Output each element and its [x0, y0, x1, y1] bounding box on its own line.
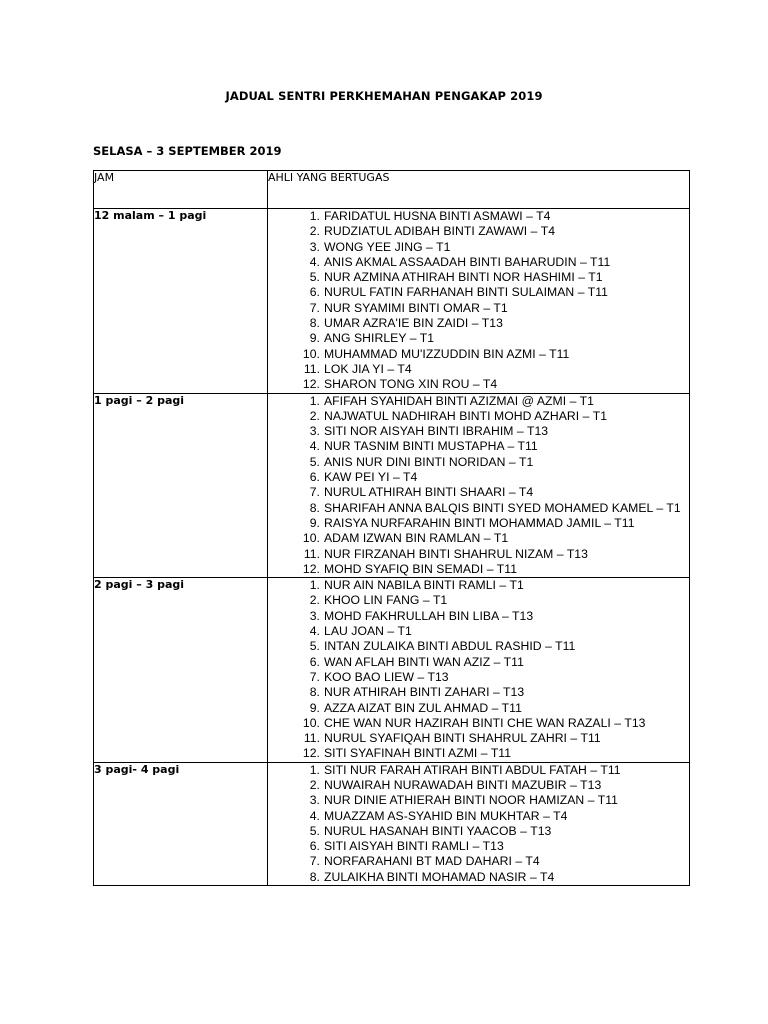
list-number: 8.	[309, 316, 320, 331]
member-name: NUR TASNIM BINTI MUSTAPHA – T11	[324, 439, 538, 454]
member-name: KOO BAO LIEW – T13	[324, 669, 449, 684]
member-name: RAISYA NURFARAHIN BINTI MOHAMMAD JAMIL – T11	[324, 515, 635, 530]
list-item	[268, 609, 689, 624]
list-item	[268, 809, 689, 824]
member-name: WAN AFLAH BINTI WAN AZIZ – T11	[324, 654, 524, 669]
header-ahli: AHLI YANG BERTUGAS	[268, 171, 690, 209]
member-name: SITI SYAFINAH BINTI AZMI – T11	[324, 746, 512, 761]
list-item	[268, 409, 689, 424]
member-name: KAW PEI YI – T4	[324, 470, 418, 485]
member-name: CHE WAN NUR HAZIRAH BINTI CHE WAN RAZALI – T13	[324, 715, 646, 730]
list-number: 8.	[309, 869, 320, 884]
list-item	[268, 824, 689, 839]
list-number: 5.	[309, 639, 320, 654]
member-name: NUWAIRAH NURAWADAH BINTI MAZUBIR – T13	[324, 777, 602, 792]
list-number: 9.	[309, 331, 320, 346]
list-number: 12.	[302, 377, 320, 392]
member-name: ANIS NUR DINI BINTI NORIDAN – T1	[324, 454, 534, 469]
member-name: NURUL HASANAH BINTI YAACOB – T13	[324, 823, 552, 838]
member-name: LOK JIA YI – T4	[324, 361, 412, 376]
member-name: NUR SYAMIMI BINTI OMAR – T1	[324, 300, 508, 315]
time-slot: 3 pagi- 4 pagi	[94, 762, 268, 885]
member-name: LAU JOAN – T1	[324, 624, 412, 639]
list-item	[268, 270, 689, 285]
list-number: 4.	[309, 254, 320, 269]
time-slot: 12 malam – 1 pagi	[94, 209, 268, 394]
list-number: 5.	[309, 454, 320, 469]
list-number: 11.	[303, 546, 320, 561]
list-number: 2.	[309, 408, 320, 423]
list-item	[268, 624, 689, 639]
list-number: 8.	[309, 685, 320, 700]
member-name: ZULAIKHA BINTI MOHAMAD NASIR – T4	[324, 869, 555, 884]
list-number: 1.	[309, 209, 320, 223]
list-number: 4.	[309, 439, 320, 454]
list-item	[268, 301, 689, 316]
list-item	[268, 655, 689, 670]
list-item	[268, 394, 689, 409]
list-number: 2.	[309, 593, 320, 608]
list-number: 4.	[309, 624, 320, 639]
list-number: 1.	[309, 762, 320, 777]
table-row	[94, 209, 690, 394]
list-number: 3.	[309, 793, 320, 808]
list-number: 3.	[309, 239, 320, 254]
list-number: 3.	[309, 608, 320, 623]
member-name: SITI AISYAH BINTI RAMLI – T13	[324, 839, 504, 854]
list-item	[268, 639, 689, 654]
list-number: 6.	[309, 285, 320, 300]
list-item	[268, 793, 689, 808]
list-number: 1.	[309, 578, 320, 593]
list-number: 11.	[303, 361, 320, 376]
schedule-date: SELASA – 3 SEPTEMBER 2019	[93, 144, 282, 158]
list-item	[268, 501, 689, 516]
list-item	[268, 870, 689, 885]
list-item	[268, 439, 689, 454]
member-name: MUHAMMAD MU'IZZUDDIN BIN AZMI – T11	[324, 346, 570, 361]
list-number: 6.	[309, 470, 320, 485]
document-title: JADUAL SENTRI PERKHEMAHAN PENGAKAP 2019	[225, 89, 543, 103]
schedule-table	[93, 170, 690, 886]
member-name: ANG SHIRLEY – T1	[324, 331, 435, 346]
list-number: 8.	[309, 500, 320, 515]
list-number: 12.	[302, 746, 320, 761]
member-name: NAJWATUL NADHIRAH BINTI MOHD AZHARI – T1	[324, 408, 608, 423]
member-name: NURUL FATIN FARHANAH BINTI SULAIMAN – T11	[324, 285, 608, 300]
list-item	[268, 516, 689, 531]
member-name: AFIFAH SYAHIDAH BINTI AZIZMAI @ AZMI – T1	[324, 393, 594, 408]
member-list-cell	[268, 578, 690, 763]
list-number: 12.	[302, 561, 320, 576]
list-number: 3.	[309, 424, 320, 439]
list-number: 6.	[309, 839, 320, 854]
list-number: 7.	[309, 854, 320, 869]
list-number: 10.	[302, 715, 320, 730]
member-name: NUR ATHIRAH BINTI ZAHARI – T13	[324, 685, 525, 700]
member-name: UMAR AZRA'IE BIN ZAIDI – T13	[324, 316, 503, 331]
list-item	[268, 670, 689, 685]
table-row	[94, 393, 690, 578]
header-jam: JAM	[94, 171, 268, 209]
list-item	[268, 854, 689, 869]
list-item	[268, 331, 689, 346]
list-item	[268, 362, 689, 377]
member-name: SHARON TONG XIN ROU – T4	[324, 377, 498, 392]
member-list	[268, 209, 689, 393]
member-name: FARIDATUL HUSNA BINTI ASMAWI – T4	[324, 209, 551, 223]
member-name: SHARIFAH ANNA BALQIS BINTI SYED MOHAMED KAMEL – T1	[324, 500, 681, 515]
list-number: 4.	[309, 808, 320, 823]
list-item	[268, 746, 689, 761]
list-item	[268, 531, 689, 546]
list-item	[268, 731, 689, 746]
table-body	[94, 209, 690, 886]
member-name: ANIS AKMAL ASSAADAH BINTI BAHARUDIN – T11	[324, 254, 611, 269]
time-slot: 2 pagi – 3 pagi	[94, 578, 268, 763]
member-name: SITI NOR AISYAH BINTI IBRAHIM – T13	[324, 424, 549, 439]
member-list-cell	[268, 762, 690, 885]
list-item	[268, 240, 689, 255]
member-name: INTAN ZULAIKA BINTI ABDUL RASHID – T11	[324, 639, 576, 654]
time-slot: 1 pagi – 2 pagi	[94, 393, 268, 578]
list-number: 2.	[309, 224, 320, 239]
list-item	[268, 316, 689, 331]
member-name: NUR AZMINA ATHIRAH BINTI NOR HASHIMI – T1	[324, 270, 603, 285]
member-name: NUR FIRZANAH BINTI SHAHRUL NIZAM – T13	[324, 546, 588, 561]
table-row	[94, 578, 690, 763]
list-item	[268, 285, 689, 300]
list-number: 7.	[309, 485, 320, 500]
member-name: MOHD FAKHRULLAH BIN LIBA – T13	[324, 608, 534, 623]
list-number: 10.	[302, 346, 320, 361]
member-name: KHOO LIN FANG – T1	[324, 593, 448, 608]
list-number: 9.	[309, 700, 320, 715]
list-item	[268, 778, 689, 793]
member-name: SITI NUR FARAH ATIRAH BINTI ABDUL FATAH – T11	[324, 762, 621, 777]
list-number: 10.	[302, 531, 320, 546]
list-item	[268, 839, 689, 854]
list-item	[268, 578, 689, 593]
member-list	[268, 394, 689, 578]
list-item	[268, 593, 689, 608]
list-item	[268, 470, 689, 485]
member-name: NURUL ATHIRAH BINTI SHAARI – T4	[324, 485, 534, 500]
list-item	[268, 701, 689, 716]
member-name: NUR DINIE ATHIERAH BINTI NOOR HAMIZAN – T11	[324, 793, 619, 808]
table-header-row	[94, 171, 690, 209]
member-list	[268, 578, 689, 762]
member-name: MOHD SYAFIQ BIN SEMADI – T11	[324, 561, 518, 576]
member-name: NUR AIN NABILA BINTI RAMLI – T1	[324, 578, 524, 593]
list-item	[268, 763, 689, 778]
table-row	[94, 762, 690, 885]
list-number: 2.	[309, 777, 320, 792]
list-number: 5.	[309, 823, 320, 838]
member-name: NURUL SYAFIQAH BINTI SHAHRUL ZAHRI – T11	[324, 731, 601, 746]
member-list-cell	[268, 393, 690, 578]
member-name: AZZA AIZAT BIN ZUL AHMAD – T11	[324, 700, 522, 715]
member-list-cell	[268, 209, 690, 394]
list-item	[268, 424, 689, 439]
list-number: 11.	[303, 731, 320, 746]
list-item	[268, 455, 689, 470]
list-item	[268, 209, 689, 224]
list-item	[268, 255, 689, 270]
member-name: RUDZIATUL ADIBAH BINTI ZAWAWI – T4	[324, 224, 556, 239]
list-number: 1.	[309, 393, 320, 408]
member-name: NORFARAHANI BT MAD DAHARI – T4	[324, 854, 540, 869]
list-item	[268, 224, 689, 239]
list-item	[268, 547, 689, 562]
list-number: 7.	[309, 300, 320, 315]
list-number: 7.	[309, 669, 320, 684]
list-item	[268, 377, 689, 392]
list-item	[268, 485, 689, 500]
member-name: MUAZZAM AS-SYAHID BIN MUKHTAR – T4	[324, 808, 568, 823]
member-name: ADAM IZWAN BIN RAMLAN – T1	[324, 531, 509, 546]
member-name: WONG YEE JING – T1	[324, 239, 451, 254]
list-item	[268, 562, 689, 577]
list-number: 9.	[309, 515, 320, 530]
list-item	[268, 685, 689, 700]
list-number: 6.	[309, 654, 320, 669]
member-list	[268, 763, 689, 885]
list-item	[268, 716, 689, 731]
list-item	[268, 347, 689, 362]
list-number: 5.	[309, 270, 320, 285]
